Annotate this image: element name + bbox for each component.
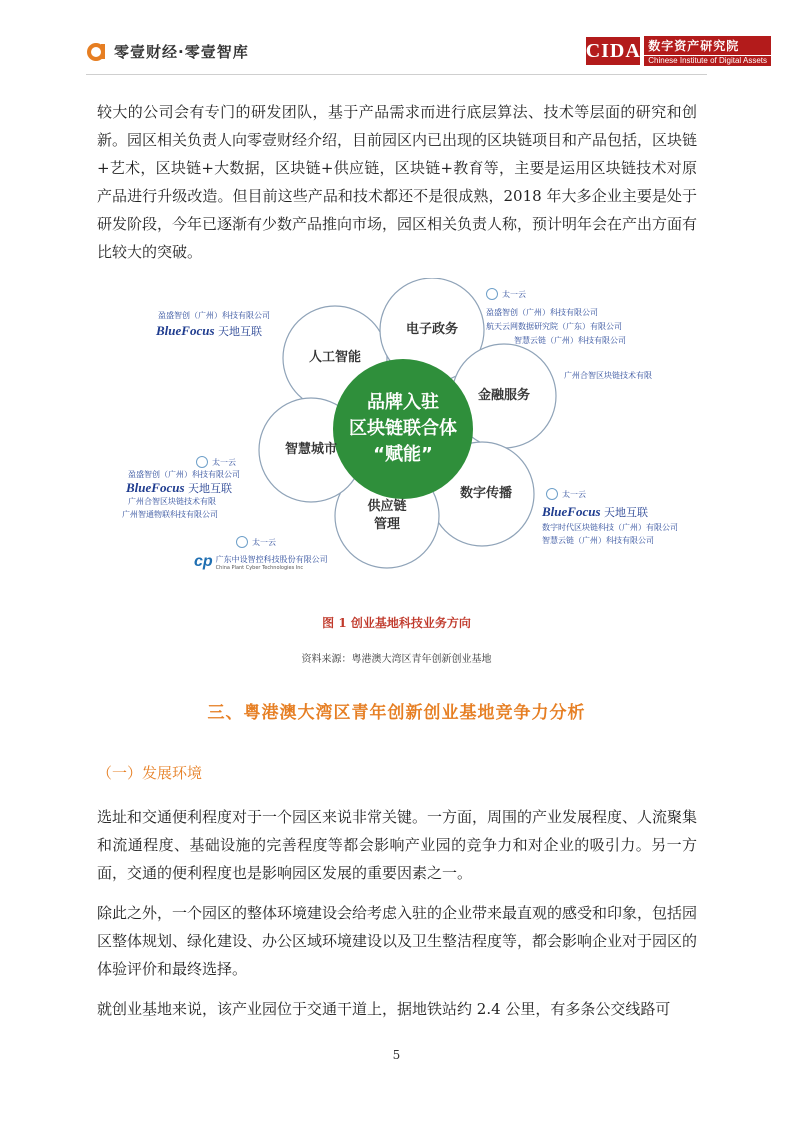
- city-taiyi-logo: 太一云: [196, 456, 236, 468]
- brand-title: 零壹财经·零壹智库: [114, 42, 249, 61]
- petal-label-finance: 金融服务: [477, 388, 531, 403]
- taiyi-icon: [546, 488, 558, 500]
- supply-taiyi-logo: 太一云: [236, 536, 276, 548]
- media-company-1: 数字时代区块链科技（广州）有限公司: [542, 523, 678, 532]
- city-company-3: 广州智通物联科技有限公司: [122, 510, 218, 519]
- cida-logo: CIDA: [586, 37, 640, 65]
- petal-label-supply: 供应链 管理: [367, 499, 407, 532]
- institute-logo: [586, 36, 771, 66]
- petal-label-ai: 人工智能: [308, 350, 362, 365]
- supply-company-1-en: China Plant Cyber Technologies Inc: [215, 564, 304, 571]
- lingyi-logo-icon: [86, 40, 108, 62]
- institute-name-cn: 数字资产研究院: [644, 36, 771, 55]
- supply-company-1: 广东中设智控科技股份有限公司: [215, 554, 328, 564]
- figure-title: 图 1 创业基地科技业务方向: [322, 616, 471, 630]
- body-paragraph-1: 较大的公司会有专门的研发团队，基于产品需求而进行底层算法、技术等层面的研究和创新。园区相关负责人向零壹财经介绍，目前园区内已出现的区块链项目和产品包括，区块链+艺术，区块链+大数据，区块链+供应链，区块链+教育等，主要是运用区块链技术对原产品进行升级改造。但目前这些产品和技术都还不是很成熟，2018 年大多企业主要是处于研发阶段，今年已逐渐有少数产品推向市场，园区相关负责人称，预计明年会在产出方面有比较大的突破。: [97, 103, 698, 261]
- header-divider: [86, 74, 707, 75]
- institute-name-en: Chinese Institute of Digital Assets: [644, 56, 771, 66]
- cp-logo-icon: cp: [194, 553, 213, 570]
- page-number: 5: [392, 1048, 401, 1062]
- taiyi-icon: [196, 456, 208, 468]
- petal-label-egov: 电子政务: [405, 322, 459, 337]
- body-paragraph-3: 除此之外，一个园区的整体环境建设会给考虑入驻的企业带来最直观的感受和印象，包括园区整体规划、绿化建设、办公区域环境建设以及卫生整洁程度等，都会影响企业对于园区的体验评价和最终选择。: [97, 904, 698, 978]
- taiyi-icon: [486, 288, 498, 300]
- petal-label-city: 智慧城市: [284, 442, 338, 457]
- finance-company-1: 广州合智区块链技术有限: [564, 371, 652, 380]
- section-title: 三、粤港澳大湾区青年创新创业基地竞争力分析: [207, 703, 586, 723]
- figure-source: 资料来源：粤港澳大湾区青年创新创业基地: [301, 654, 492, 665]
- body-paragraph-4: 就创业基地来说，该产业园位于交通干道上，据地铁站约 2.4 公里，有多条公交线路可: [97, 1000, 671, 1018]
- header-brand: [86, 40, 249, 62]
- media-company-2: 智慧云链（广州）科技有限公司: [542, 536, 654, 545]
- city-company-2: 广州合智区块链技术有限: [128, 497, 216, 506]
- media-taiyi-logo: 太一云: [546, 488, 586, 500]
- section-subtitle: （一）发展环境: [97, 764, 203, 782]
- ai-company-1: 盈盛智创（广州）科技有限公司: [158, 311, 270, 320]
- egov-company-3: 智慧云链（广州）科技有限公司: [514, 336, 626, 345]
- business-direction-diagram: [96, 278, 696, 578]
- egov-taiyi-logo: 太一云: [486, 288, 526, 300]
- city-company-1: 盈盛智创（广州）科技有限公司: [128, 470, 240, 479]
- body-paragraph-2: 选址和交通便利程度对于一个园区来说非常关键。一方面，周围的产业发展程度、人流聚集和流通程度、基础设施的完善程度等都会影响产业园的竞争力和对企业的吸引力。另一方面，交通的便利程度也是影响园区发展的重要因素之一。: [97, 808, 698, 882]
- center-label: 品牌入驻 区块链联合体 “赋能”: [349, 392, 457, 465]
- egov-company-1: 盈盛智创（广州）科技有限公司: [486, 308, 598, 317]
- taiyi-icon: [236, 536, 248, 548]
- city-bluefocus-logo: BlueFocus 天地互联: [126, 480, 233, 495]
- egov-company-2: 航天云网数据研究院（广东）有限公司: [486, 322, 622, 331]
- media-bluefocus-logo: BlueFocus 天地互联: [542, 504, 649, 519]
- ai-bluefocus-logo: BlueFocus 天地互联: [156, 323, 263, 338]
- supply-cp-logo: [194, 553, 328, 571]
- petal-label-media: 数字传播: [459, 486, 513, 501]
